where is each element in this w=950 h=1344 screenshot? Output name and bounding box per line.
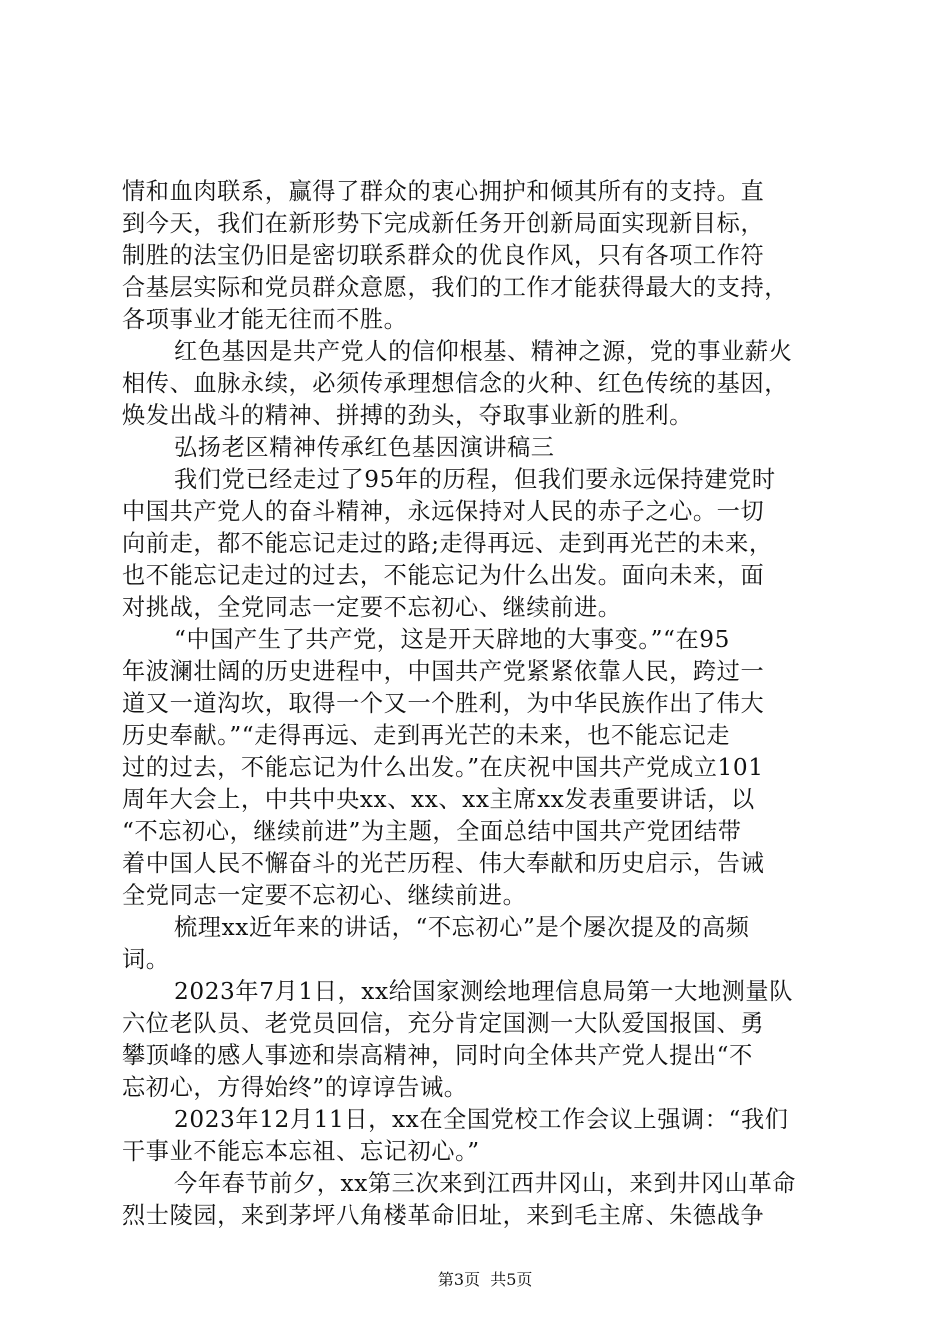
text-line: 今年春节前夕，xx第三次来到江西井冈山，来到井冈山革命 (174, 1170, 797, 1197)
text-line: 忘初心，方得始终”的谆谆告诫。 (122, 1074, 468, 1101)
text-line: 六位老队员、老党员回信，充分肯定国测一大队爱国报国、勇 (122, 1010, 765, 1037)
text-line: 合基层实际和党员群众意愿，我们的工作才能获得最大的支持， (122, 274, 789, 301)
text-line: 词。 (122, 946, 170, 973)
text-line: “不忘初心，继续前进”为主题，全面总结中国共产党团结带 (122, 818, 742, 845)
text-line: 相传、血脉永续，必须传承理想信念的火种、红色传统的基因， (122, 370, 789, 397)
text-line: 着中国人民不懈奋斗的光芒历程、伟大奉献和历史启示，告诫 (122, 850, 765, 877)
text-line: 周年大会上，中共中央xx、xx、xx主席xx发表重要讲话，以 (122, 786, 755, 813)
text-line: 也不能忘记走过的过去，不能忘记为什么出发。面向未来，面 (122, 562, 765, 589)
text-line: 到今天，我们在新形势下完成新任务开创新局面实现新目标， (122, 210, 765, 237)
text-line: 烈士陵园，来到茅坪八角楼革命旧址，来到毛主席、朱德战争 (122, 1202, 765, 1229)
text-line: 向前走，都不能忘记走过的路;走得再远、走到再光芒的未来， (122, 530, 773, 557)
page-number: 第3页 共5页 (437, 1270, 533, 1289)
text-line: 梳理xx近年来的讲话，“不忘初心”是个屡次提及的高频 (174, 914, 750, 941)
text-line: 焕发出战斗的精神、拼搏的劲头，夺取事业新的胜利。 (122, 402, 693, 429)
text-line: “中国产生了共产党，这是开天辟地的大事变。”“在95 (174, 626, 731, 653)
text-line: 历史奉献。”“走得再远、走到再光芒的未来，也不能忘记走 (122, 722, 730, 749)
section-heading: 弘扬老区精神传承红色基因演讲稿三 (174, 434, 555, 461)
text-line: 2023年7月1日，xx给国家测绘地理信息局第一大地测量队 (174, 978, 794, 1005)
text-line: 中国共产党人的奋斗精神，永远保持对人民的赤子之心。一切 (122, 498, 765, 525)
text-line: 情和血肉联系，赢得了群众的衷心拥护和倾其所有的支持。直 (122, 178, 765, 205)
text-line: 攀顶峰的感人事迹和崇高精神，同时向全体共产党人提出“不 (122, 1042, 753, 1069)
text-line: 红色基因是共产党人的信仰根基、精神之源，党的事业薪火 (174, 338, 793, 365)
text-line: 对挑战，全党同志一定要不忘初心、继续前进。 (122, 594, 622, 621)
text-line: 过的过去，不能忘记为什么出发。”在庆祝中国共产党成立101 (122, 754, 764, 781)
text-line: 道又一道沟坎，取得一个又一个胜利，为中华民族作出了伟大 (122, 690, 765, 717)
text-line: 年波澜壮阔的历史进程中，中国共产党紧紧依靠人民，跨过一 (122, 658, 765, 685)
page-footer (0, 1250, 950, 1310)
text-line: 各项事业才能无往而不胜。 (122, 306, 408, 333)
text-line: 制胜的法宝仍旧是密切联系群众的优良作风，只有各项工作符 (122, 242, 765, 269)
text-line: 干事业不能忘本忘祖、忘记初心。” (122, 1138, 480, 1165)
text-line: 我们党已经走过了95年的历程，但我们要永远保持建党时 (174, 466, 776, 493)
text-line: 全党同志一定要不忘初心、继续前进。 (122, 882, 527, 909)
text-line: 2023年12月11日，xx在全国党校工作会议上强调：“我们 (174, 1106, 789, 1133)
